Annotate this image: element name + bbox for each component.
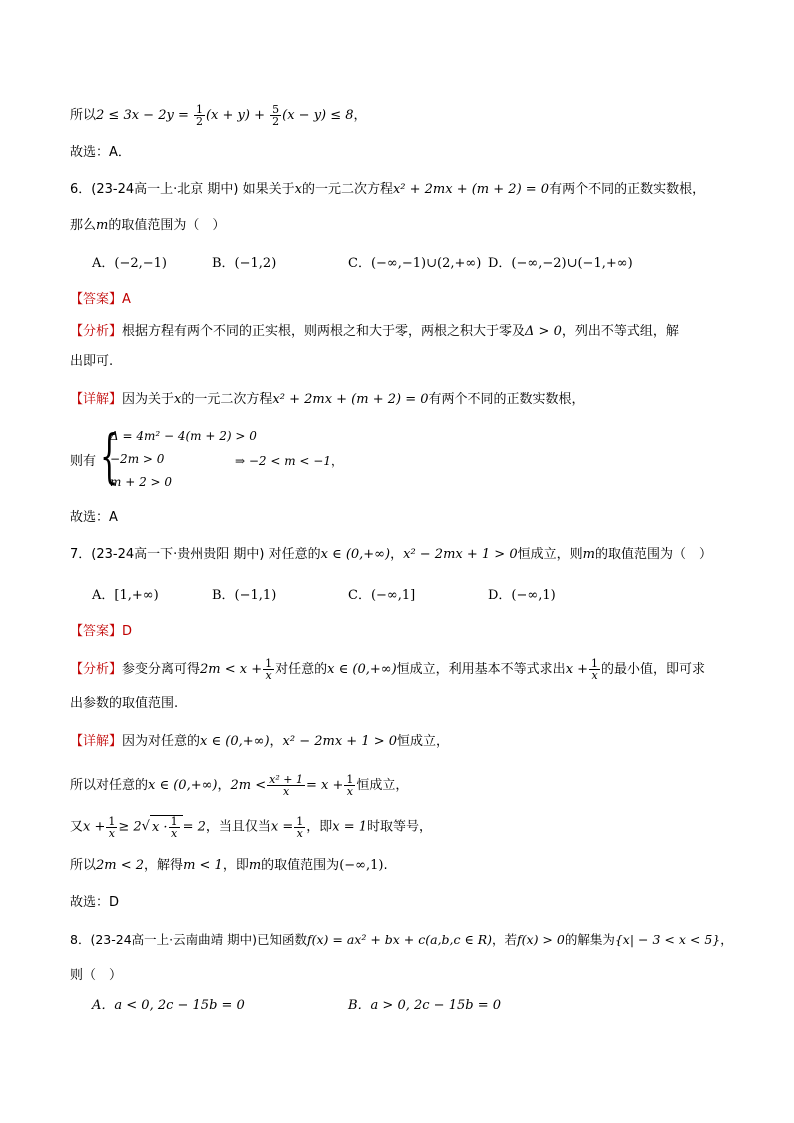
math-expr: f(x) = ax² + bx + c(a,b,c ∈ R) <box>306 932 493 947</box>
math-expr: (x + y) + <box>205 108 265 123</box>
option-text: B．a > 0, 2c − 15b = 0 <box>348 998 501 1013</box>
numerator: 1 <box>195 103 203 116</box>
math-expr: 2m < x + <box>200 662 263 677</box>
q7-answer <box>70 622 132 642</box>
denominator: x <box>282 785 290 798</box>
q7-stem <box>70 545 712 565</box>
analysis-tag: 【分析】 <box>70 324 123 339</box>
denominator: x <box>296 826 303 840</box>
math-expr: = x + <box>305 778 344 793</box>
text: ，列出不等式组，解 <box>561 324 679 339</box>
system-row: m + 2 > 0 <box>110 475 173 489</box>
text: ，即 <box>306 819 333 835</box>
text: 时取等号， <box>367 819 433 835</box>
analysis-tag: 【分析】 <box>70 662 123 677</box>
math-expr: m < 1 <box>183 858 223 873</box>
q6-option-d: D．(−∞,−2)∪(−1,+∞) <box>488 256 633 271</box>
text: 的最小值，即可求 <box>601 662 706 677</box>
math-expr: x² + 2mx + (m + 2) = 0 <box>272 392 429 407</box>
text: ， <box>269 734 283 749</box>
math-expr: x² + 2mx + (m + 2) = 0 <box>392 182 550 197</box>
math-expr: m <box>582 547 595 562</box>
choice-text: 故选：D <box>70 895 120 910</box>
text: . <box>383 858 388 873</box>
q7-analysis <box>70 658 705 681</box>
denominator: x <box>265 669 272 682</box>
q7-option-c: C．(−∞,1] <box>348 588 416 603</box>
text: ， <box>217 778 231 793</box>
denominator: 2 <box>272 115 280 128</box>
text: 有两个不同的正数实数根， <box>549 182 706 197</box>
brace-icon: { <box>100 422 119 490</box>
text: 恒成立， <box>356 778 409 793</box>
numerator: x² + 1 <box>269 773 303 786</box>
math-expr: m <box>248 858 262 873</box>
fraction <box>263 658 274 681</box>
text: ， <box>390 547 404 562</box>
text: 参变分离可得 <box>122 662 201 677</box>
math-expr: {x| − 3 < x < 5} <box>614 932 721 947</box>
math-expr: x = <box>270 819 294 835</box>
choice-text: 故选：A． <box>70 145 131 160</box>
q8-option-a <box>92 996 245 1016</box>
q6-detail <box>70 390 585 410</box>
fraction <box>294 816 305 839</box>
q7-choose <box>70 893 119 913</box>
numerator: 5 <box>272 103 280 116</box>
q6-answer <box>70 290 131 310</box>
q6-analysis-2 <box>70 352 113 372</box>
q8-stem-2 <box>70 966 122 986</box>
text: 恒成立，利用基本不等式求出 <box>396 662 566 677</box>
fraction <box>589 658 600 681</box>
numerator: 1 <box>108 814 116 828</box>
fraction <box>270 104 281 127</box>
text: 因为对任意的 <box>122 734 201 749</box>
q6-option-b: B．(−1,2) <box>212 256 277 271</box>
denominator: 2 <box>195 115 203 128</box>
sqrt-icon: √ x · $\frac{1}{x}$ <box>142 815 183 839</box>
q7-detail <box>70 732 449 752</box>
text: ，即 <box>222 858 249 873</box>
text: 根据方程有两个不同的正实根，则两根之和大于零，两根之积大于零及 <box>122 324 526 339</box>
system-row: Δ = 4m² − 4(m + 2) > 0 <box>110 429 257 443</box>
answer-text: 【答案】A <box>70 292 131 307</box>
choice-text: 故选：A <box>70 510 118 525</box>
text: 因为关于 <box>122 392 175 407</box>
text: ， <box>353 108 367 123</box>
text: 则（ ） <box>70 968 123 983</box>
text: 所以对任意的 <box>70 778 149 793</box>
system-result: ⇒ −2 < m < −1 <box>235 454 331 468</box>
q7-detail-3 <box>70 815 432 839</box>
q6-stem-2 <box>70 216 225 236</box>
math-expr: f(x) > 0 <box>517 932 565 947</box>
text: 出即可. <box>70 354 114 369</box>
text: 有两个不同的正数实数根， <box>428 392 585 407</box>
math-expr: m <box>96 218 109 233</box>
math-expr: x <box>174 392 182 407</box>
q8-stem <box>70 930 733 950</box>
text: ，若 <box>492 932 518 947</box>
fraction <box>194 104 205 127</box>
math-expr: x² − 2mx + 1 > 0 <box>282 734 398 749</box>
text: 又 <box>70 819 84 835</box>
text: 则有 <box>70 454 97 469</box>
choice-line <box>70 143 131 163</box>
q7-option-a: A．[1,+∞) <box>92 588 159 603</box>
math-expr: 2m < <box>230 778 267 793</box>
fraction <box>267 774 305 797</box>
system-row: −2m > 0 <box>110 452 165 466</box>
option-text: A．a < 0, 2c − 15b = 0 <box>92 998 245 1013</box>
fraction <box>106 816 117 839</box>
numerator: 1 <box>265 657 273 670</box>
q7-option-d: D．(−∞,1) <box>488 588 556 603</box>
text: 所以 <box>70 858 97 873</box>
math-expr: Δ > 0 <box>525 324 562 339</box>
detail-tag: 【详解】 <box>70 392 123 407</box>
conclusion-line <box>70 104 367 127</box>
text: ，当且仅当 <box>205 819 271 835</box>
math-expr: x² − 2mx + 1 > 0 <box>403 547 518 562</box>
math-expr: x <box>294 182 302 197</box>
fraction <box>344 774 355 797</box>
math-expr: x + <box>83 819 106 835</box>
q7-detail-4 <box>70 856 388 876</box>
math-expr: x ∈ (0,+∞) <box>148 778 218 793</box>
text: 7．(23-24高一下·贵州贵阳 期中) 对任意的 <box>70 547 321 562</box>
text: 所以 <box>70 108 97 123</box>
q7-detail-2 <box>70 774 408 797</box>
math-expr: = 2 <box>182 819 206 835</box>
text: 的解集为 <box>564 932 615 947</box>
math-expr: x ∈ (0,+∞) <box>320 547 391 562</box>
text: 那么 <box>70 218 97 233</box>
text: 6．(23-24高一上·北京 期中) 如果关于 <box>70 182 295 197</box>
text: 恒成立， <box>397 734 450 749</box>
math-expr: ≥ 2 <box>118 819 142 835</box>
math-expr: x + <box>565 662 589 677</box>
q6-choose <box>70 508 118 528</box>
text: 的取值范围为（ ） <box>108 218 226 233</box>
text: ，解得 <box>144 858 184 873</box>
text: 对任意的 <box>275 662 328 677</box>
numerator: 1 <box>591 657 599 670</box>
text: 恒成立，则 <box>517 547 583 562</box>
numerator: 1 <box>170 815 178 828</box>
math-expr: x · <box>151 819 168 835</box>
text: ， <box>331 454 344 468</box>
answer-text: 【答案】D <box>70 624 133 639</box>
math-expr: x = 1 <box>332 819 368 835</box>
q6-analysis <box>70 322 679 342</box>
denominator: x <box>591 669 598 682</box>
detail-tag: 【详解】 <box>70 734 123 749</box>
denominator: x <box>108 826 115 840</box>
denominator: x <box>346 785 353 798</box>
q6-option-c: C．(−∞,−1)∪(2,+∞) <box>348 256 482 271</box>
math-expr: 2 ≤ 3x − 2y = <box>96 108 189 123</box>
numerator: 1 <box>296 814 304 828</box>
math-expr: x ∈ (0,+∞) <box>200 734 270 749</box>
q7-analysis-2 <box>70 694 178 714</box>
text: ， <box>720 932 733 947</box>
math-expr: x ∈ (0,+∞) <box>327 662 397 677</box>
text: 的取值范围为（ ） <box>594 547 712 562</box>
q6-option-a: A．(−2,−1) <box>92 256 167 271</box>
q7-option-b: B．(−1,1) <box>212 588 277 603</box>
q8-option-b <box>348 996 501 1016</box>
text: 出参数的取值范围. <box>70 696 179 711</box>
q6-stem <box>70 180 705 200</box>
fraction <box>169 816 180 839</box>
denominator: x <box>170 827 178 840</box>
numerator: 1 <box>346 773 354 786</box>
text: 的取值范围为 <box>261 858 340 873</box>
math-expr: (x − y) ≤ 8 <box>282 108 354 123</box>
inequality-system <box>70 422 370 495</box>
math-expr: 2m < 2 <box>96 858 145 873</box>
text: 8．(23-24高一上·云南曲靖 期中)已知函数 <box>70 932 307 947</box>
text: 的一元二次方程 <box>181 392 273 407</box>
math-expr: (−∞,1) <box>339 858 384 873</box>
text: 的一元二次方程 <box>301 182 393 197</box>
